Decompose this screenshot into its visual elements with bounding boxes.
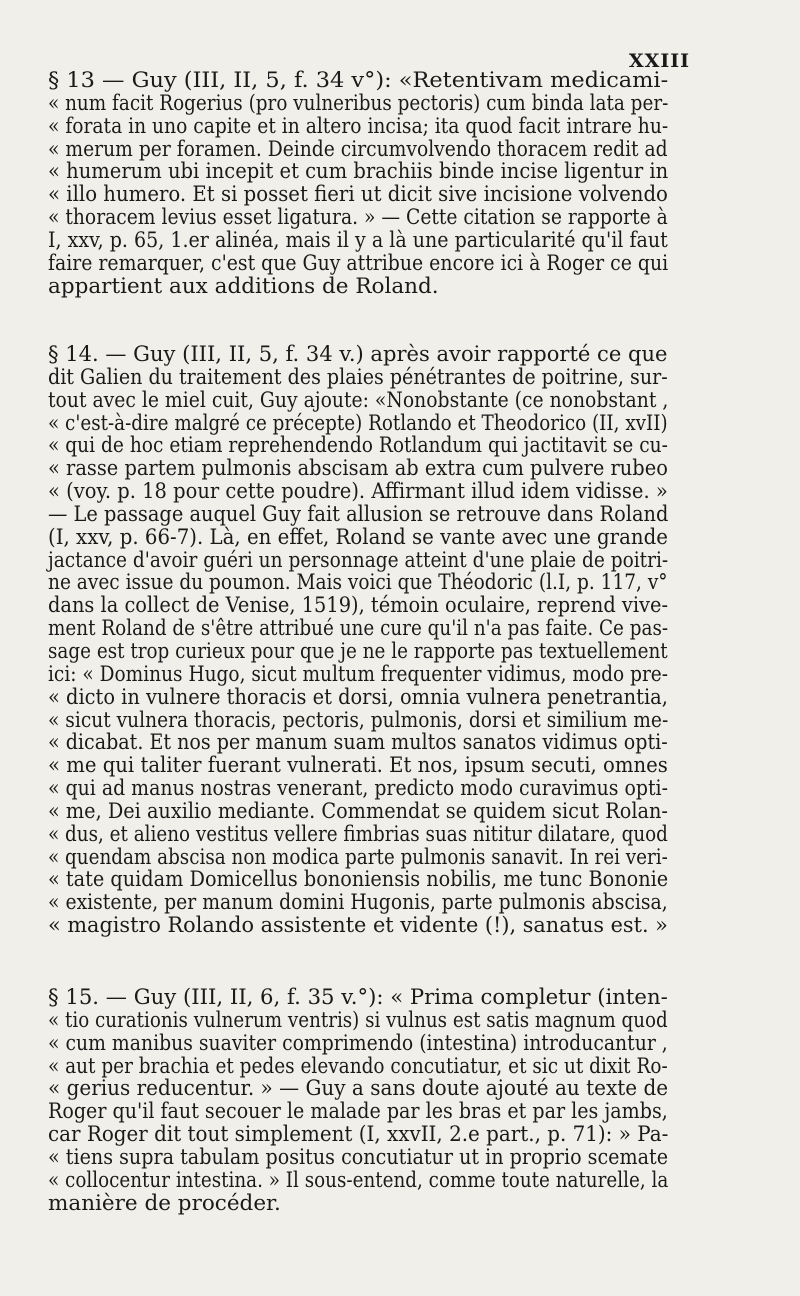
text-line: « tate quidam Domicellus bononiensis nobilis, me tunc Bononie bbox=[48, 867, 669, 893]
text-line: appartient aux additions de Roland. bbox=[48, 273, 439, 299]
text-line: ici: « Dominus Hugo, sicut multum frequenter vidimus, modo pre- bbox=[48, 661, 669, 687]
text-line: sage est trop curieux pour que je ne le rapporte pas textuellement bbox=[48, 638, 668, 664]
text-line: « tio curationis vulnerum ventris) si vulnus est satis magnum quod bbox=[48, 1007, 668, 1033]
text-line: car Roger dit tout simplement (I, xxvII, 2.e part., p. 71): » Pa- bbox=[48, 1122, 669, 1148]
text-line: « (voy. p. 18 pour cette poudre). Affirmant illud idem vidisse. » bbox=[48, 479, 668, 505]
page-number: XXIII bbox=[628, 50, 690, 72]
text-line: § 15. — Guy (III, II, 6, f. 35 v.°): « Prima completur (inten- bbox=[48, 985, 668, 1010]
text-line: ment Roland de s'être attribué une cure qu'il n'a pas faite. Ce pas- bbox=[48, 616, 669, 642]
text-line: « collocentur intestina. » Il sous-entend, comme toute naturelle, la bbox=[48, 1167, 669, 1193]
text-line: faire remarquer, c'est que Guy attribue encore ici à Roger ce qui bbox=[48, 250, 669, 276]
text-line: « gerius reducentur. » — Guy a sans doute ajouté au texte de bbox=[48, 1076, 669, 1102]
text-line: « thoracem levius esset ligatura. » — Cette citation se rapporte à bbox=[48, 205, 668, 231]
text-line: « dus, et alieno vestitus vellere fimbrias suas nititur dilatare, quod bbox=[48, 821, 668, 847]
text-line: « dicto in vulnere thoracis et dorsi, omnia vulnera penetrantia, bbox=[48, 684, 668, 710]
text-line: § 14. — Guy (III, II, 5, f. 34 v.) après avoir rapporté ce que bbox=[48, 342, 668, 367]
text-line: tout avec le miel cuit, Guy ajoute: «Nonobstante (ce nonobstant , bbox=[48, 387, 669, 413]
text-line: « me, Dei auxilio mediante. Commendat se quidem sicut Rolan- bbox=[48, 798, 668, 824]
text-line: « qui ad manus nostras venerant, predicto modo curavimus opti- bbox=[48, 776, 668, 802]
text-line: « merum per foramen. Deinde circumvolvendo thoracem redit ad bbox=[48, 136, 668, 162]
text-line: « illo humero. Et si posset fieri ut dicit sive incisione volvendo bbox=[48, 182, 668, 208]
text-line: « num facit Rogerius (pro vulneribus pectoris) cum binda lata per- bbox=[48, 90, 669, 116]
text-line: « qui de hoc etiam reprehendendo Rotlandum qui jactitavit se cu- bbox=[48, 433, 668, 459]
text-line: « cum manibus suaviter comprimendo (intestina) introducantur , bbox=[48, 1030, 668, 1056]
text-line: I, xxv, p. 65, 1.er alinéa, mais il y a là une particularité qu'il faut bbox=[48, 227, 668, 253]
paragraph-15 bbox=[48, 987, 668, 1215]
text-line: « rasse partem pulmonis abscisam ab extra cum pulvere rubeo bbox=[48, 456, 668, 482]
text-line: « me qui taliter fuerant vulnerati. Et nos, ipsum secuti, omnes bbox=[48, 753, 668, 779]
text-line: § 13 — Guy (III, II, 5, f. 34 v°): «Retentivam medicami- bbox=[48, 68, 669, 93]
text-line: Roger qu'il faut secouer le malade par les bras et par les jambs, bbox=[48, 1099, 668, 1125]
text-line: « aut per brachia et pedes elevando concutiatur, et sic ut dixit Ro- bbox=[48, 1053, 668, 1079]
text-line: ne avec issue du poumon. Mais voici que Théodoric (l.I, p. 117, v° bbox=[48, 570, 668, 596]
text-line: jactance d'avoir guéri un personnage atteint d'une plaie de poitri- bbox=[48, 547, 669, 573]
text-line: « existente, per manum domini Hugonis, parte pulmonis abscisa, bbox=[48, 890, 668, 916]
text-line: — Le passage auquel Guy fait allusion se retrouve dans Roland bbox=[48, 501, 669, 527]
text-line: « forata in uno capite et in altero incisa; ita quod facit intrare hu- bbox=[48, 113, 669, 139]
text-line: « c'est-à-dire malgré ce précepte) Rotlando et Theodorico (II, xvII) bbox=[48, 410, 668, 436]
text-line: dit Galien du traitement des plaies pénétrantes de poitrine, sur- bbox=[48, 364, 668, 390]
text-line: « dicabat. Et nos per manum suam multos sanatos vidimus opti- bbox=[48, 730, 668, 756]
text-line: « tiens supra tabulam positus concutiatur ut in proprio scemate bbox=[48, 1144, 669, 1170]
text-line: « humerum ubi incepit et cum brachiis binde incise ligentur in bbox=[48, 159, 669, 185]
text-line: « quendam abscisa non modica parte pulmonis sanavit. In rei veri- bbox=[48, 844, 668, 870]
text-line: « sicut vulnera thoracis, pectoris, pulmonis, dorsi et similium me- bbox=[48, 707, 669, 733]
text-line: manière de procéder. bbox=[48, 1190, 281, 1216]
text-line: dans la collect de Venise, 1519), témoin oculaire, reprend vive- bbox=[48, 593, 669, 619]
text-line: (I, xxv, p. 66-7). Là, en effet, Roland se vante avec une grande bbox=[48, 524, 668, 550]
text-line: « magistro Rolando assistente et vidente (!), sanatus est. » bbox=[48, 913, 668, 939]
paragraph-13 bbox=[48, 70, 668, 298]
paragraph-14 bbox=[48, 344, 668, 938]
